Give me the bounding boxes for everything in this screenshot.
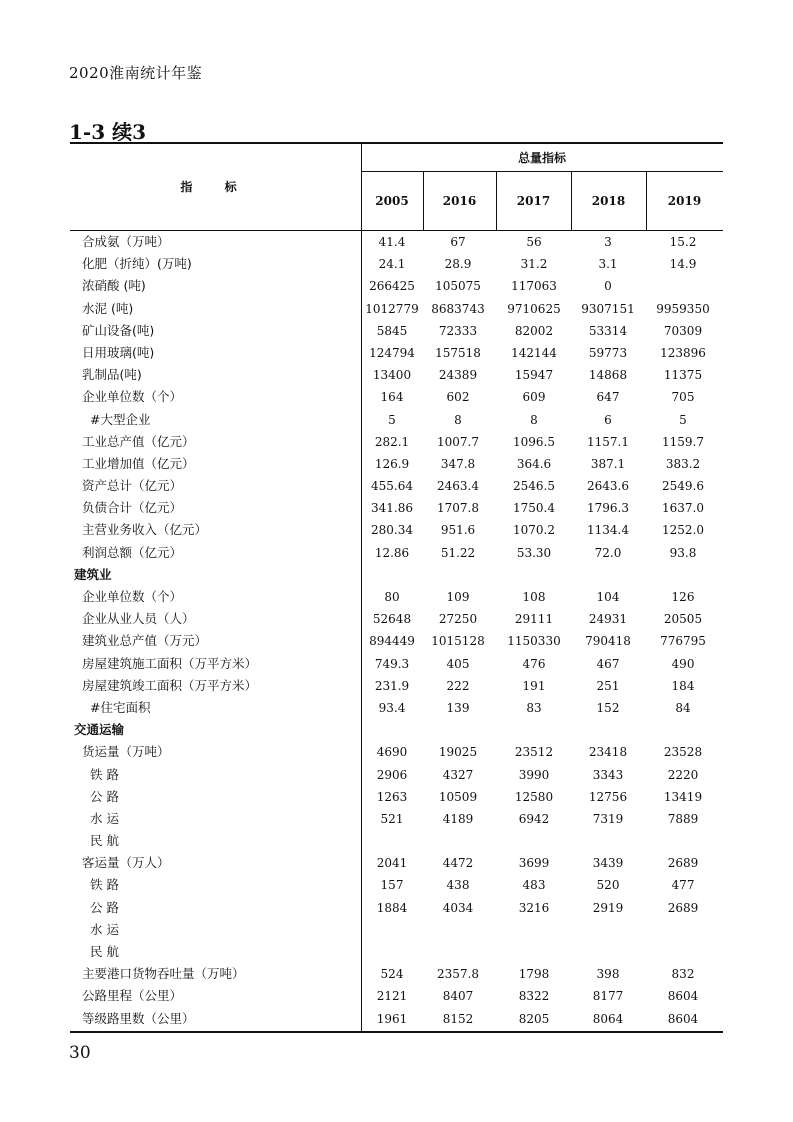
table-row — [70, 653, 723, 675]
year-header-2016: 2016 — [442, 194, 477, 208]
cell-2005: 2121 — [376, 989, 408, 1004]
year-header-2017: 2017 — [516, 194, 551, 208]
table-row — [70, 431, 723, 453]
table-row — [70, 386, 723, 408]
row-label: 铁 路 — [90, 766, 119, 782]
cell-2018: 2643.6 — [587, 479, 629, 494]
cell-2016 — [423, 564, 494, 586]
cell-2005: 12.86 — [374, 545, 410, 560]
cell-2016: 8407 — [442, 989, 474, 1004]
cell-2018: 3.1 — [598, 257, 618, 272]
row-label: 铁 路 — [90, 877, 119, 893]
cell-2019: 11375 — [663, 368, 703, 383]
cell-2017: 1070.2 — [513, 523, 555, 538]
row-label: 企业单位数（个） — [82, 589, 183, 604]
cell-2017: 483 — [522, 878, 546, 893]
cell-2017 — [499, 941, 570, 963]
table-row — [70, 231, 723, 253]
table-row — [70, 697, 723, 719]
cell-2017 — [499, 564, 570, 586]
cell-2016: 222 — [446, 678, 470, 693]
cell-2005: 2041 — [376, 856, 408, 871]
cell-2018: 53314 — [588, 323, 628, 338]
cell-2005: 1884 — [376, 900, 408, 915]
cell-2018: 72.0 — [594, 545, 622, 560]
cell-2017: 3990 — [518, 767, 550, 782]
cell-2017: 53.30 — [516, 545, 552, 560]
cell-2005: 749.3 — [374, 656, 410, 671]
cell-2018: 0 — [604, 279, 612, 294]
cell-2019: 2549.6 — [662, 479, 704, 494]
cell-2019: 2689 — [667, 856, 699, 871]
cell-2016: 438 — [446, 878, 470, 893]
row-label: 水 运 — [90, 810, 119, 826]
cell-2005: 266425 — [369, 279, 415, 294]
cell-2019: 705 — [671, 390, 695, 405]
cell-2005: 521 — [380, 811, 404, 826]
cell-2017: 82002 — [514, 323, 554, 338]
cell-2019: 776795 — [660, 634, 706, 649]
cell-2017: 3216 — [518, 900, 550, 915]
cell-2019: 490 — [671, 656, 695, 671]
cell-2018: 251 — [596, 678, 620, 693]
cell-2016: 27250 — [438, 612, 478, 627]
cell-2018: 9307151 — [581, 301, 635, 316]
row-label: 企业单位数（个） — [82, 389, 183, 405]
row-label: 资产总计（亿元） — [82, 478, 183, 494]
row-label: 矿山设备(吨) — [82, 322, 155, 338]
cell-2019: 23528 — [663, 745, 703, 760]
year-header-2019: 2019 — [667, 194, 702, 208]
cell-2005: 524 — [380, 967, 404, 982]
row-label: 公 路 — [90, 899, 119, 915]
cell-2017: 1096.5 — [513, 434, 555, 449]
table-row — [70, 409, 723, 431]
row-label: 浓硝酸 (吨) — [82, 278, 146, 294]
book-title: 2020淮南统计年鉴 — [69, 64, 203, 82]
cell-2017: 29111 — [514, 612, 554, 627]
table-row — [70, 808, 723, 830]
table-row — [70, 275, 723, 297]
cell-2016: 4327 — [442, 767, 474, 782]
cell-2017: 15947 — [514, 368, 554, 383]
year-header-2018: 2018 — [591, 194, 626, 208]
cell-2017: 3699 — [518, 856, 550, 871]
table-row — [70, 941, 723, 963]
year-column-separator — [496, 171, 497, 230]
cell-2016: 109 — [446, 590, 470, 604]
cell-2018: 3 — [604, 235, 612, 249]
cell-2019 — [648, 275, 719, 297]
cell-2019: 477 — [671, 878, 695, 893]
cell-2018: 59773 — [588, 345, 628, 360]
cell-2005: 1263 — [376, 789, 408, 804]
year-column-separator — [646, 171, 647, 230]
cell-2017: 23512 — [514, 745, 554, 760]
table-row — [70, 897, 723, 919]
cell-2018: 8177 — [592, 989, 624, 1004]
cell-2019: 383.2 — [665, 456, 701, 471]
cell-2018: 1796.3 — [587, 501, 629, 516]
table-row — [70, 453, 723, 475]
row-label: #住宅面积 — [90, 699, 151, 715]
table-row — [70, 364, 723, 386]
cell-2017 — [499, 719, 570, 741]
cell-2016: 1007.7 — [437, 434, 479, 449]
cell-2018: 104 — [596, 590, 620, 604]
cell-2016: 4472 — [442, 856, 474, 871]
table-row — [70, 298, 723, 320]
row-label: 负债合计（亿元） — [82, 500, 183, 516]
cell-2019 — [648, 719, 719, 741]
row-label: 建筑业 — [74, 566, 112, 582]
cell-2017: 1150330 — [507, 634, 561, 649]
cell-2005: 80 — [384, 590, 400, 604]
cell-2016: 67 — [450, 235, 466, 249]
cell-2017 — [499, 919, 570, 941]
cell-2016: 10509 — [438, 789, 478, 804]
cell-2019 — [648, 941, 719, 963]
cell-2005: 13400 — [372, 368, 412, 383]
cell-2016: 4034 — [442, 900, 474, 915]
cell-2019: 184 — [671, 678, 695, 693]
cell-2005: 126.9 — [374, 456, 410, 471]
cell-2019: 13419 — [663, 789, 703, 804]
cell-2019: 123896 — [660, 345, 706, 360]
cell-2005: 5 — [388, 412, 396, 427]
cell-2016: 405 — [446, 656, 470, 671]
cell-2016: 4189 — [442, 811, 474, 826]
cell-2018: 520 — [596, 878, 620, 893]
cell-2018: 647 — [596, 390, 620, 405]
cell-2016: 24389 — [438, 368, 478, 383]
row-label: 水泥 (吨) — [82, 300, 134, 316]
cell-2019: 1637.0 — [662, 501, 704, 516]
cell-2018: 3343 — [592, 767, 624, 782]
cell-2018: 2919 — [592, 900, 624, 915]
cell-2005: 894449 — [369, 634, 415, 649]
row-label: 利润总额（亿元） — [82, 544, 183, 560]
table-row — [70, 963, 723, 985]
cell-2017: 83 — [526, 700, 542, 715]
cell-2017: 108 — [522, 590, 546, 604]
indicator-header: 指 标 — [180, 179, 251, 194]
row-label: 货运量（万吨） — [82, 744, 170, 760]
cell-2005: 2906 — [376, 767, 408, 782]
cell-2018 — [573, 719, 644, 741]
cell-2016: 2357.8 — [437, 967, 479, 982]
cell-2005: 24.1 — [378, 257, 406, 272]
table-row — [70, 630, 723, 652]
table-row — [70, 586, 723, 608]
row-label: 房屋建筑竣工面积（万平方米） — [82, 677, 258, 693]
cell-2017: 191 — [522, 678, 546, 693]
cell-2005: 41.4 — [378, 235, 406, 249]
cell-2016: 72333 — [438, 323, 478, 338]
row-label: 企业从业人员（人） — [82, 611, 195, 627]
cell-2018: 152 — [596, 700, 620, 715]
cell-2016: 28.9 — [444, 257, 472, 272]
cell-2018: 3439 — [592, 856, 624, 871]
cell-2019: 14.9 — [669, 257, 697, 272]
row-label: 合成氨（万吨） — [82, 234, 170, 249]
cell-2018: 467 — [596, 656, 620, 671]
table-row — [70, 608, 723, 630]
cell-2018: 7319 — [592, 811, 624, 826]
cell-2016: 139 — [446, 700, 470, 715]
cell-2005: 5845 — [376, 323, 408, 338]
table-row — [70, 475, 723, 497]
cell-2017: 8 — [530, 412, 538, 427]
year-column-separator — [423, 171, 424, 230]
table-row — [70, 741, 723, 763]
row-label: 乳制品(吨) — [82, 367, 142, 383]
table-row — [70, 919, 723, 941]
year-header-2005: 2005 — [375, 194, 409, 208]
cell-2018: 1134.4 — [587, 523, 629, 538]
cell-2005 — [357, 564, 428, 586]
year-column-separator — [571, 171, 572, 230]
cell-2018: 398 — [596, 967, 620, 982]
group-header: 总量指标 — [517, 150, 566, 165]
cell-2005: 231.9 — [374, 678, 410, 693]
cell-2017: 12580 — [514, 789, 554, 804]
cell-2018: 6 — [604, 412, 612, 427]
cell-2018: 14868 — [588, 368, 628, 383]
cell-2005: 52648 — [372, 612, 412, 627]
table-row — [70, 1008, 723, 1030]
cell-2018 — [573, 941, 644, 963]
row-label: 交通运输 — [74, 722, 125, 738]
cell-2017: 6942 — [518, 811, 550, 826]
cell-2005: 341.86 — [371, 501, 413, 516]
cell-2017 — [499, 830, 570, 852]
table-row — [70, 675, 723, 697]
row-label: #大型企业 — [90, 411, 151, 427]
table-row — [70, 874, 723, 896]
table-row — [70, 342, 723, 364]
cell-2016: 951.6 — [440, 523, 476, 538]
cell-2018: 8064 — [592, 1011, 624, 1026]
table-row — [70, 985, 723, 1007]
table-row — [70, 786, 723, 808]
cell-2018 — [573, 919, 644, 941]
row-label: 日用玻璃(吨) — [82, 344, 155, 360]
cell-2005 — [357, 719, 428, 741]
cell-2005: 1012779 — [365, 301, 419, 316]
cell-2018: 387.1 — [590, 456, 626, 471]
cell-2018: 24931 — [588, 612, 628, 627]
cell-2019: 2689 — [667, 900, 699, 915]
cell-2019: 15.2 — [669, 235, 697, 249]
row-label: 民 航 — [90, 944, 119, 959]
cell-2019 — [648, 919, 719, 941]
cell-2016: 602 — [446, 390, 470, 405]
table-bottom-rule — [70, 1031, 723, 1033]
cell-2019: 126 — [671, 590, 695, 604]
cell-2016 — [423, 719, 494, 741]
cell-2019: 8604 — [667, 1011, 699, 1026]
cell-2005: 280.34 — [371, 523, 413, 538]
row-label: 建筑业总产值（万元） — [82, 633, 208, 649]
table-row — [70, 519, 723, 541]
cell-2017: 364.6 — [516, 456, 552, 471]
table-row — [70, 852, 723, 874]
section-row — [70, 564, 723, 586]
cell-2019 — [648, 564, 719, 586]
cell-2019: 1252.0 — [662, 523, 704, 538]
cell-2019: 1159.7 — [662, 434, 704, 449]
cell-2016: 8683743 — [431, 301, 485, 316]
row-label: 公路里程（公里） — [82, 988, 183, 1004]
cell-2017: 9710625 — [507, 301, 561, 316]
cell-2017: 117063 — [511, 279, 557, 294]
cell-2019: 8604 — [667, 989, 699, 1004]
cell-2005: 282.1 — [374, 434, 410, 449]
page-number: 30 — [69, 1043, 91, 1063]
cell-2016: 8152 — [442, 1011, 474, 1026]
cell-2019: 832 — [671, 967, 695, 982]
cell-2019: 2220 — [667, 767, 699, 782]
table-row — [70, 253, 723, 275]
cell-2005: 4690 — [376, 745, 408, 760]
row-label: 工业总产值（亿元） — [82, 433, 195, 449]
cell-2018: 23418 — [588, 745, 628, 760]
cell-2005 — [357, 919, 428, 941]
cell-2017: 8322 — [518, 989, 550, 1004]
table-row — [70, 320, 723, 342]
cell-2019: 5 — [679, 412, 687, 427]
row-label: 公 路 — [90, 788, 119, 804]
cell-2018 — [573, 830, 644, 852]
cell-2016 — [423, 919, 494, 941]
cell-2019: 93.8 — [669, 545, 697, 560]
cell-2018: 12756 — [588, 789, 628, 804]
table-row — [70, 542, 723, 564]
row-label: 房屋建筑施工面积（万平方米） — [82, 655, 258, 671]
cell-2017: 31.2 — [520, 257, 548, 272]
cell-2017: 476 — [522, 656, 546, 671]
data-table-body — [70, 231, 723, 1030]
cell-2017: 609 — [522, 390, 546, 405]
cell-2016: 347.8 — [440, 456, 476, 471]
section-row — [70, 719, 723, 741]
cell-2017: 142144 — [511, 345, 557, 360]
table-code: 1-3 续3 — [69, 120, 147, 144]
row-label: 主营业务收入（亿元） — [82, 522, 208, 538]
cell-2005: 1961 — [376, 1011, 408, 1026]
row-label: 民 航 — [90, 833, 119, 849]
cell-2005: 93.4 — [378, 700, 406, 715]
row-label: 客运量（万人） — [82, 855, 170, 871]
cell-2016: 105075 — [435, 279, 481, 294]
cell-2016: 51.22 — [440, 545, 476, 560]
cell-2016 — [423, 830, 494, 852]
cell-2019: 70309 — [663, 323, 703, 338]
cell-2016: 8 — [454, 412, 462, 427]
cell-2019 — [648, 830, 719, 852]
cell-2017: 1750.4 — [513, 501, 555, 516]
cell-2005 — [357, 941, 428, 963]
cell-2016: 1707.8 — [437, 501, 479, 516]
cell-2016: 157518 — [435, 345, 481, 360]
table-row — [70, 497, 723, 519]
table-row — [70, 764, 723, 786]
cell-2018: 790418 — [585, 634, 631, 649]
row-label: 主要港口货物吞吐量（万吨） — [82, 966, 245, 982]
row-label: 水 运 — [90, 921, 119, 937]
table-row — [70, 830, 723, 852]
cell-2018: 1157.1 — [587, 434, 629, 449]
cell-2016 — [423, 941, 494, 963]
cell-2019: 9959350 — [656, 301, 710, 316]
cell-2017: 8205 — [518, 1011, 550, 1026]
cell-2016: 1015128 — [431, 634, 485, 649]
cell-2016: 2463.4 — [437, 479, 479, 494]
cell-2017: 56 — [526, 235, 542, 249]
cell-2018 — [573, 564, 644, 586]
row-label: 工业增加值（亿元） — [82, 455, 195, 471]
cell-2005: 124794 — [369, 345, 415, 360]
cell-2016: 19025 — [438, 745, 478, 760]
cell-2005: 157 — [380, 878, 404, 893]
cell-2019: 84 — [675, 700, 691, 715]
cell-2019: 7889 — [667, 811, 699, 826]
row-label: 等级路里数（公里） — [82, 1010, 195, 1026]
cell-2005: 455.64 — [371, 479, 413, 494]
cell-2005: 164 — [380, 390, 404, 405]
cell-2017: 1798 — [518, 967, 550, 982]
cell-2005 — [357, 830, 428, 852]
cell-2019: 20505 — [663, 612, 703, 627]
cell-2017: 2546.5 — [513, 479, 555, 494]
row-label: 化肥（折纯）(万吨) — [82, 256, 192, 272]
